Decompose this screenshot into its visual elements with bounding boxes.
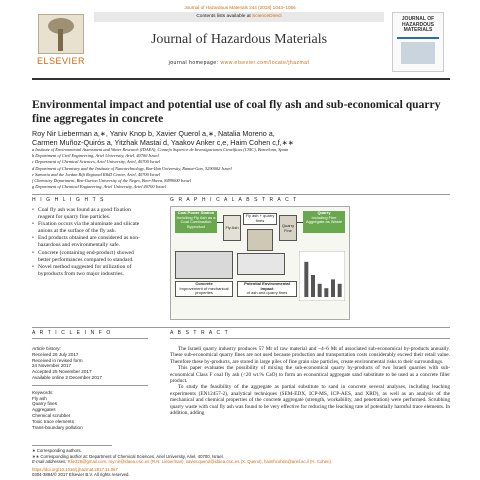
keyword: Toxic trace elements [32, 418, 74, 424]
affiliation: f Chemistry Department, Ben-Gurion University of the Negev, Beer-Sheva, 8499000 Israel [32, 178, 191, 184]
keyword: Fly ash [32, 395, 47, 401]
box-subtitle: Improvement of mechanical properties [179, 285, 229, 296]
box-title: Quarry [317, 210, 331, 215]
history-revised-date: 24 November 2017 [32, 363, 72, 369]
footnotes [32, 448, 450, 478]
leaching-bar-chart [299, 251, 345, 301]
section-rule [170, 338, 450, 339]
abstract-heading: A B S T R A C T [170, 330, 230, 336]
arrow-left-icon [297, 222, 303, 223]
highlight-item: • End products obtained are considered as non-hazardous and environmentally safe. [32, 235, 144, 249]
abstract-paragraph: The Israeli quarry industry produces 57 Mt of raw material and ~4–6 Mt of associated sub-economical by-products annually. These sub-economical quarry fines are not used because production and transportation costs considerably exceed their retail value. Therefore these by-products, are stored in large piles of fine grain size particles, create environmental risks to their surroundings. [170, 346, 450, 365]
email-label: E-mail addresses: [32, 459, 68, 465]
footnote-rule [32, 445, 112, 446]
history-revised: Received in revised form [32, 357, 83, 363]
publisher-name: ELSEVIER [36, 56, 86, 66]
section-rule [32, 194, 450, 195]
cover-title-line: JOURNAL OF [401, 16, 435, 22]
cover-title-line: MATERIALS [403, 27, 433, 33]
sample-label: Fly Ash [225, 225, 239, 230]
chart-bar [318, 284, 322, 297]
section-rule [32, 327, 450, 328]
section-rule [32, 338, 148, 339]
history-label: Article history: [32, 346, 61, 351]
journal-cover[interactable] [392, 12, 444, 72]
article-info-heading: A R T I C L E I N F O [32, 330, 112, 336]
affiliation-list [32, 147, 450, 190]
quarry-box [303, 211, 345, 233]
elsevier-logo[interactable] [32, 12, 90, 70]
affiliation: g Department of Chemical Engineering, Ariel University, Ariel 40700 Israel [32, 184, 166, 190]
abstract-paragraph: This paper evaluates the possibility of mixing the sub-economical quarry by-products of two Israeli quarries with sub-economical Class F coal fly ash (<20 wt.% CaO) to form an economical aggregate sand substitute to be used as a concrete filler product. [170, 365, 450, 385]
abstract-text [170, 346, 450, 416]
box-subtitle: Including Fine Aggregate as Waste [305, 214, 343, 225]
highlights-list [32, 207, 144, 278]
contents-prefix: Contents lists available at [196, 14, 253, 19]
affiliation: d Department of Chemistry and the Institute of Nanotechnology, Bar-Ilan University, Ramat-Gan, 5290002 Israel [32, 165, 232, 171]
impact-box [237, 281, 297, 297]
affiliation: e Samaria and the Jordan Rift Regional R&D Center, Ariel, 40700 Israel [32, 171, 161, 177]
concrete-photo [175, 251, 233, 279]
mix-label-box [243, 213, 277, 225]
arrow-right-icon [217, 222, 223, 223]
journal-header [32, 12, 450, 76]
cover-bar [397, 37, 439, 39]
highlight-item: • Fixation occurs via the aluminate and silicate anions at the surface of the fly ash. [32, 221, 144, 235]
history-received: Received 26 July 2017 [32, 351, 79, 357]
box-title: Potential Environmental Impact [244, 281, 290, 291]
graphical-abstract[interactable] [170, 206, 350, 320]
author-line[interactable]: Carmen Muñoz-Quirós a, Yitzhak Mastai d, Yaakov Anker c,e, Haim Cohen c,f,∗∗ [32, 138, 294, 147]
tree-icon [38, 14, 84, 54]
email-links[interactable]: Rlie326@gmail.com, roy.nir@idaea.csic.es (R.N. Lieberman), xavier.querol@idaea.csic.es (X. Querol), haimhcohen@ariel.ac.il (H. Cohen). [67, 459, 333, 465]
author-line[interactable]: Roy Nir Lieberman a,∗, Yaniv Knop b, Xavier Querol a,∗, Natalia Moreno a, [32, 129, 275, 138]
affiliation: a Institute of Environmental Assessment and Water Research (IDAEA), Consejo Superior de Investigaciones Científicas (CSIC), Barcelona, Spain [32, 147, 289, 152]
affiliation: b Department of Civil Engineering, Ariel University, Ariel, 40700 Israel [32, 153, 159, 159]
quarry-fine-sample [279, 215, 297, 241]
cover-title-line: HAZARDOUS [402, 21, 434, 28]
box-title: Coal Power Station [177, 210, 215, 215]
highlight-item: • Coal fly ash was found as a good fixation reagent for quarry fine particles. [32, 207, 144, 221]
cover-image [401, 42, 435, 64]
affiliation: c Department of Chemical Sciences, Ariel University, Ariel, 40700 Israel [32, 159, 161, 165]
footnote: ∗ Corresponding authors. [32, 448, 82, 453]
concrete-box [175, 281, 233, 297]
info-divider [32, 385, 148, 386]
article-info [32, 346, 148, 430]
highlight-item: • Novel method suggested for utilization of byproducts from two major industries. [32, 264, 144, 278]
mix-label: Fly ash + quarry fines [245, 213, 275, 223]
abstract-paragraph: To study the feasibility of the aggregate as partial substitute to sand in concrete several analyses, including leaching experiments (EN12457-2), analytical techniques (SEM-EDX, ICP-MS, ICP-AES, and XRD), as well as an analysis of the mechanical and chemical properties of the concrete aggregate (strength, workability, and penetration) were performed. Scrubbing quarry waste with coal fly ash was found to be very effective for reducing the leaching rate of potentially harmful trace elements. In addition, adding [170, 384, 450, 417]
keyword: Trans-boundary pollution [32, 424, 83, 430]
sample-label: Quarry Fine [281, 223, 295, 233]
cover-title [393, 17, 443, 34]
chart-bar [304, 262, 308, 297]
copyright: 0304-3894/© 2017 Elsevier B.V. All rights reserved. [32, 472, 130, 478]
mixture-photo [247, 229, 273, 251]
box-subtitle: of ash and quarry fines [246, 290, 288, 296]
author-list [32, 129, 450, 147]
keyword: Aggregates [32, 407, 56, 413]
keyword: Chemical scrubber [32, 412, 71, 418]
highlight-item: • Concrete (containing end-product) showed better performances compared to standard. [32, 250, 144, 264]
box-subtitle: Including Fly Ash as a Coal Combustion Byproduct [176, 214, 216, 229]
article-title: Environmental impact and potential use of coal fly ash and sub-economical quarry fine aggregates in concrete [32, 98, 441, 125]
sem-image [237, 253, 285, 275]
journal-citation[interactable]: Journal of Hazardous Materials 344 (2018) 1043–1056 [184, 5, 296, 10]
header-rule [32, 78, 450, 80]
homepage-prefix: journal homepage: [168, 60, 221, 66]
chart-bar [331, 279, 335, 297]
journal-title: Journal of Hazardous Materials [150, 32, 328, 47]
footnote: ∗∗ Corresponding author at: Department of Chemical Sciences, Ariel University, Ariel, 40700, Israel. [32, 453, 224, 459]
chart-bar [311, 275, 315, 297]
keyword: Quarry fines [32, 401, 58, 407]
sciencedirect-link[interactable]: ScienceDirect [252, 14, 282, 19]
box-title: Concrete [195, 281, 213, 286]
highlights-heading: H I G H L I G H T S [32, 197, 106, 203]
doi-link[interactable]: https://doi.org/10.1016/j.jhazmat.2017.11.067 [32, 466, 118, 472]
chart-bar [338, 284, 342, 297]
fly-ash-sample [223, 215, 241, 241]
homepage-link[interactable]: www.elsevier.com/locate/jhazmat [220, 60, 310, 66]
history-accepted: Accepted 25 November 2017 [32, 369, 92, 375]
journal-banner [94, 12, 384, 70]
contents-bar [94, 12, 384, 22]
keywords-label: Keywords: [32, 389, 54, 395]
power-station-box [175, 211, 217, 233]
history-online: Available online 2 December 2017 [32, 374, 102, 380]
graphical-abstract-heading: G R A P H I C A L A B S T R A C T [170, 197, 298, 203]
journal-homepage [94, 60, 384, 66]
chart-bar [324, 288, 328, 297]
footnote-emails [32, 459, 450, 465]
